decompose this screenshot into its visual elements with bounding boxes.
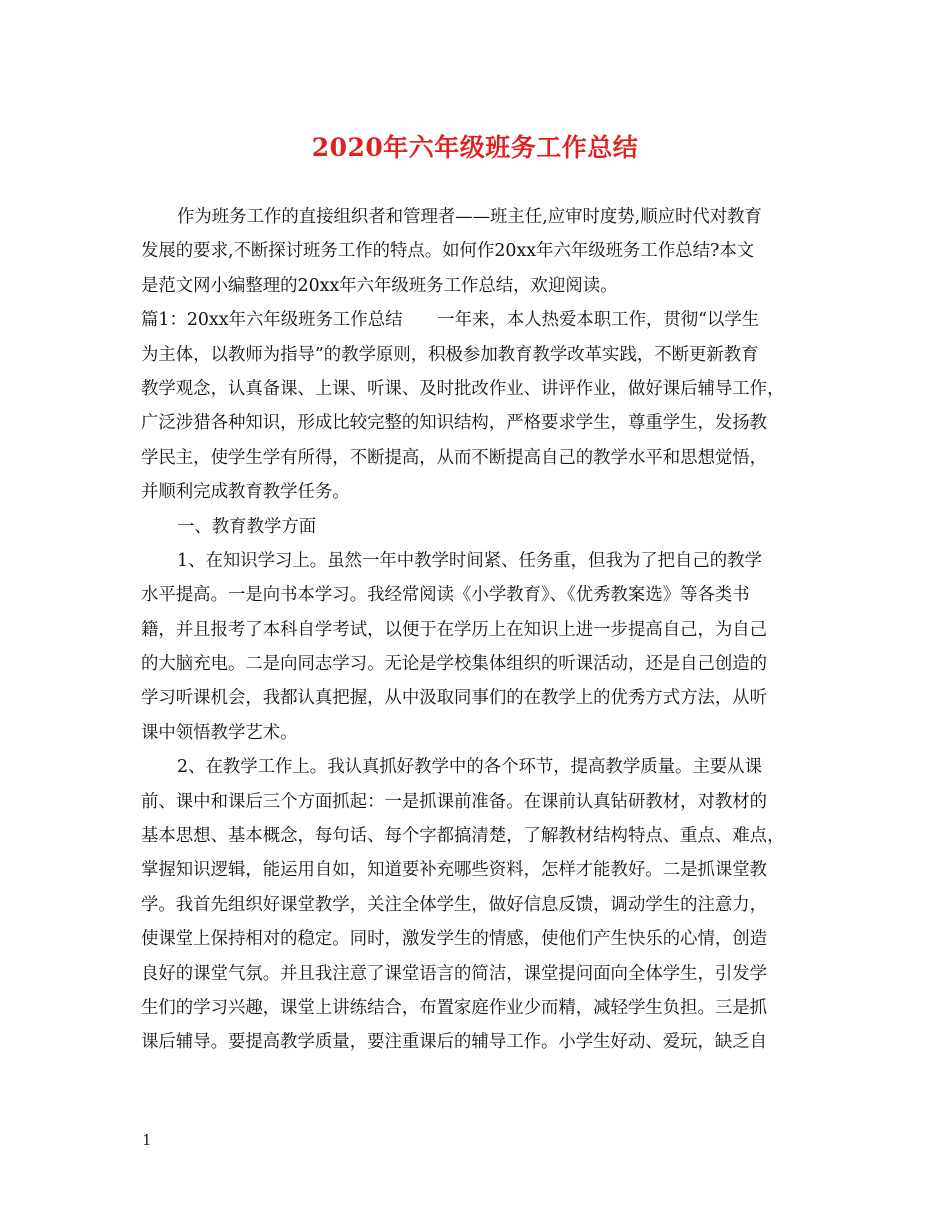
document-title: 2020年六年级班务工作总结	[311, 133, 639, 162]
text-line: 学。我首先组织好课堂教学，关注全体学生，做好信息反馈，调动学生的注意力，	[141, 894, 768, 915]
text-line: 并顺利完成教育教学任务。	[141, 482, 350, 503]
text-line: 掌握知识逻辑，能运用自如，知道要补充哪些资料，怎样才能教好。二是抓课堂教	[141, 860, 768, 881]
text-line: 的大脑充电。二是向同志学习。无论是学校集体组织的听课活动，还是自己创造的	[141, 654, 768, 675]
text-line: 1、在知识学习上。虽然一年中教学时间紧、任务重，但我为了把自己的教学	[177, 550, 762, 571]
text-line: 生们的学习兴趣，课堂上讲练结合，布置家庭作业少而精，减轻学生负担。三是抓	[141, 997, 768, 1018]
text-line: 前、课中和课后三个方面抓起：一是抓课前准备。在课前认真钻研教材，对教材的	[141, 791, 768, 812]
document-body	[141, 200, 817, 1060]
text-line: 学习听课机会，我都认真把握，从中汲取同事们的在教学上的优秀方式方法，从听	[141, 688, 768, 709]
text-line: 2、在教学工作上。我认真抓好教学中的各个环节，提高教学质量。主要从课	[177, 757, 762, 778]
text-line: 课中领悟教学艺术。	[141, 722, 298, 743]
text-line: 教学观念，认真备课、上课、听课、及时批改作业、讲评作业，做好课后辅导工作，	[141, 378, 785, 399]
text-line: 广泛涉猎各种知识，形成比较完整的知识结构，严格要求学生，尊重学生，发扬教	[141, 413, 768, 434]
text-line: 良好的课堂气氛。并且我注意了课堂语言的简洁，课堂提问面向全体学生，引发学	[141, 963, 768, 984]
text-line: 水平提高。一是向书本学习。我经常阅读《小学教育》、《优秀教案选》等各类书	[141, 585, 750, 606]
text-line: 篇1：20xx年六年级班务工作总结 一年来，本人热爱本职工作，贯彻“以学生	[141, 310, 760, 331]
section-heading: 一、教育教学方面	[177, 516, 317, 537]
page-number: 1	[142, 1131, 152, 1149]
text-line: 作为班务工作的直接组织者和管理者——班主任,应审时度势,顺应时代对教育	[177, 207, 762, 227]
text-line: 使课堂上保持相对的稳定。同时，激发学生的情感，使他们产生快乐的心情，创造	[141, 929, 768, 950]
text-line: 课后辅导。要提高教学质量，要注重课后的辅导工作。小学生好动、爱玩，缺乏自	[141, 1032, 768, 1053]
text-line: 基本思想、基本概念，每句话、每个字都搞清楚，了解教材结构特点、重点、难点，	[141, 826, 785, 847]
text-line: 发展的要求,不断探讨班务工作的特点。如何作20xx年六年级班务工作总结?本文	[141, 241, 755, 262]
text-line: 为主体，以教师为指导”的教学原则，积极参加教育教学改革实践，不断更新教育	[141, 344, 759, 365]
text-line: 是范文网小编整理的20xx年六年级班务工作总结，欢迎阅读。	[141, 275, 618, 296]
text-line: 学民主，使学生学有所得，不断提高，从而不断提高自己的教学水平和思想觉悟，	[141, 447, 768, 468]
text-line: 籍，并且报考了本科自学考试，以便于在学历上在知识上进一步提高自己，为自己	[141, 619, 768, 640]
